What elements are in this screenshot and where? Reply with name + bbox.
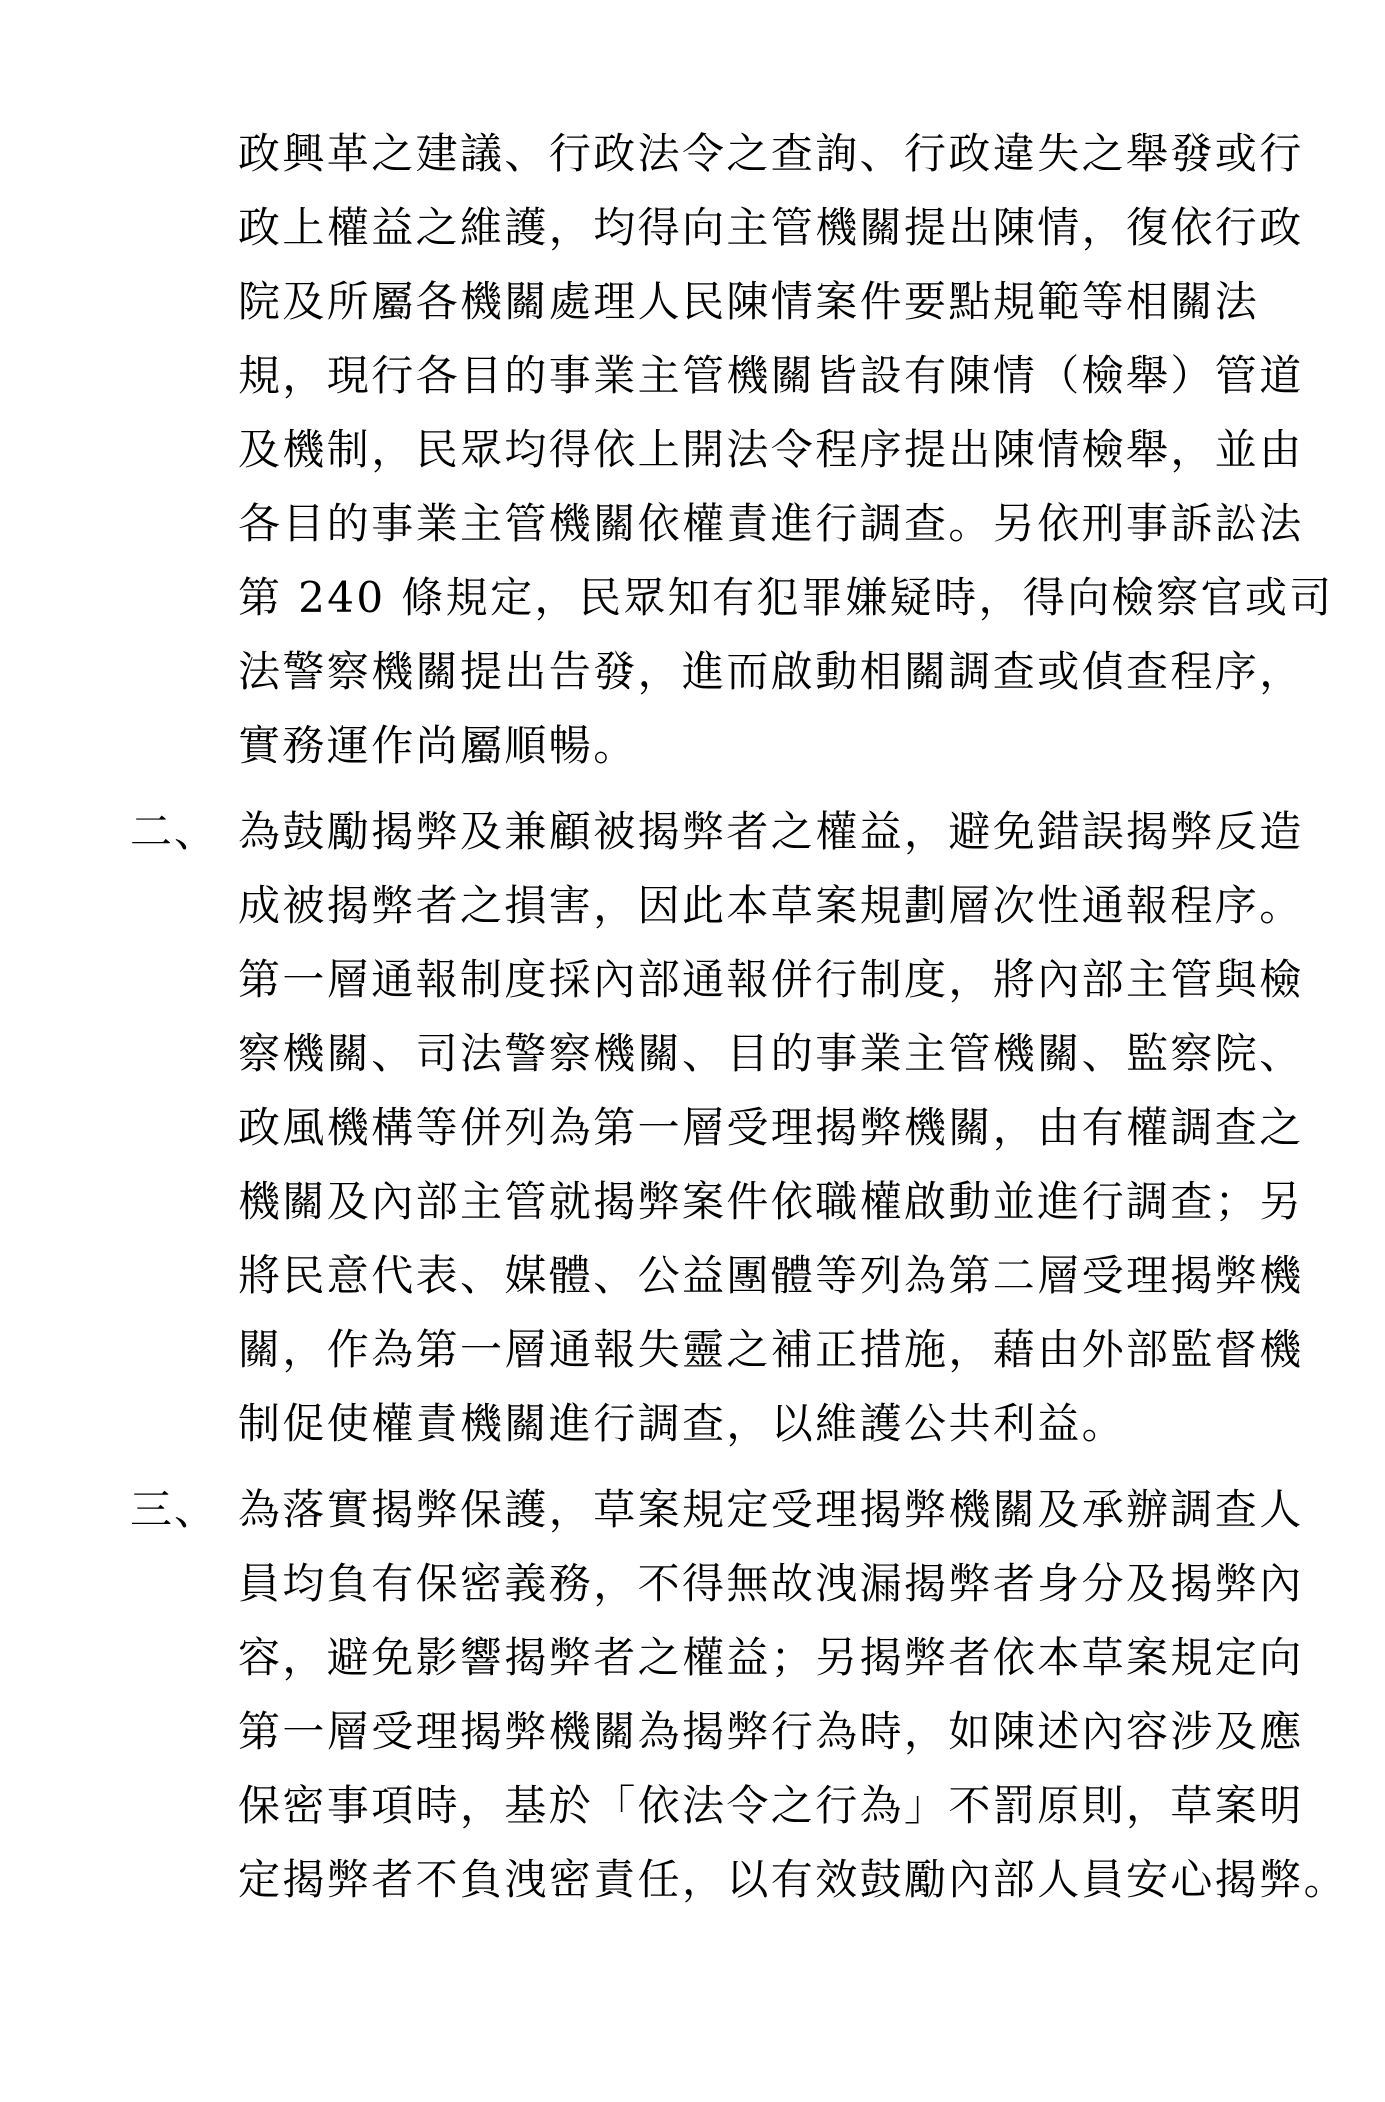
paragraph-item-three: [238, 1473, 1349, 1917]
text-line: 規，現行各目的事業主管機關皆設有陳情（檢舉）管道: [238, 351, 1304, 400]
text-line: 第一層通報制度採內部通報併行制度，將內部主管與檢: [238, 955, 1304, 1004]
text-line: 為鼓勵揭弊及兼顧被揭弊者之權益，避免錯誤揭弊反造: [238, 807, 1304, 856]
paragraph-item-two: [238, 795, 1318, 1461]
text-line: 政風機構等併列為第一層受理揭弊機關，由有權調查之: [238, 1103, 1304, 1152]
text-line: 政興革之建議、行政法令之查詢、行政違失之舉發或行: [238, 129, 1304, 178]
text-line: 各目的事業主管機關依權責進行調查。另依刑事訴訟法: [238, 499, 1304, 548]
text-line: 成被揭弊者之損害，因此本草案規劃層次性通報程序。: [238, 881, 1304, 930]
text-line: 及機制，民眾均得依上開法令程序提出陳情檢舉，並由: [238, 425, 1304, 474]
text-line: 政上權益之維護，均得向主管機關提出陳情，復依行政: [238, 203, 1304, 252]
text-line: 實務運作尚屬順暢。: [238, 721, 638, 770]
item-number-three: 三、: [130, 1485, 219, 1534]
text-line: 員均負有保密義務，不得無故洩漏揭弊者身分及揭弊內: [238, 1559, 1304, 1608]
text-line: 機關及內部主管就揭弊案件依職權啟動並進行調查；另: [238, 1177, 1304, 1226]
text-line: 定揭弊者不負洩密責任，以有效鼓勵內部人員安心揭弊。: [238, 1855, 1349, 1904]
paragraph-continuation: [238, 117, 1334, 783]
text-line: 院及所屬各機關處理人民陳情案件要點規範等相關法: [238, 277, 1260, 326]
text-line: 第一層受理揭弊機關為揭弊行為時，如陳述內容涉及應: [238, 1707, 1304, 1756]
text-line: 法警察機關提出告發，進而啟動相關調查或偵查程序，: [238, 647, 1304, 696]
text-line: 制促使權責機關進行調查，以維護公共利益。: [238, 1399, 1127, 1448]
text-line: 第 240 條規定，民眾知有犯罪嫌疑時，得向檢察官或司: [238, 573, 1334, 622]
text-line: 關，作為第一層通報失靈之補正措施，藉由外部監督機: [238, 1325, 1304, 1374]
text-line: 保密事項時，基於「依法令之行為」不罰原則，草案明: [238, 1781, 1304, 1830]
item-number-two: 二、: [130, 807, 219, 856]
text-line: 將民意代表、媒體、公益團體等列為第二層受理揭弊機: [238, 1251, 1304, 1300]
text-line: 容，避免影響揭弊者之權益；另揭弊者依本草案規定向: [238, 1633, 1304, 1682]
text-line: 為落實揭弊保護，草案規定受理揭弊機關及承辦調查人: [238, 1485, 1304, 1534]
text-line: 察機關、司法警察機關、目的事業主管機關、監察院、: [238, 1029, 1304, 1078]
